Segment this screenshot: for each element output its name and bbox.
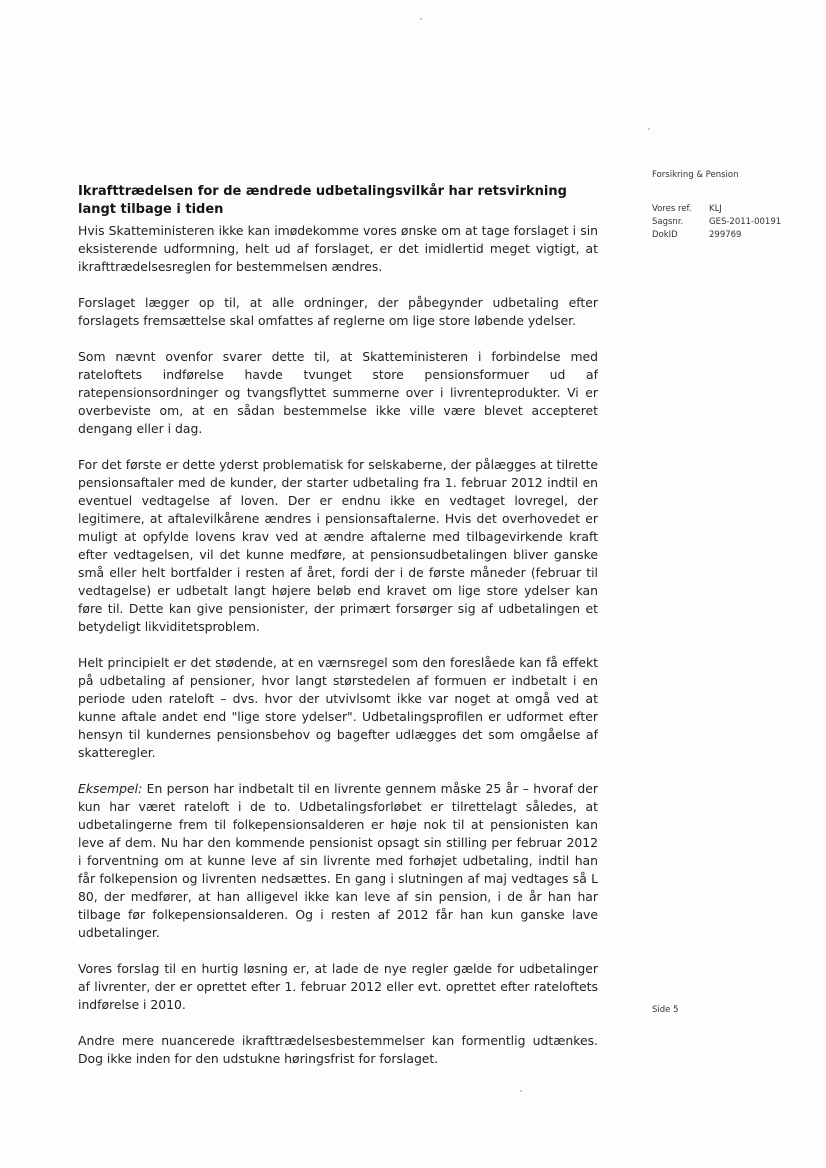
scan-speck [520, 1090, 522, 1092]
example-text: En person har indbetalt til en livrente gennem måske 25 år – hvoraf der kun har været rateloft i de to. Udbetalingsforløbet er tilrettelagt således, at udbetalingerne frem til folkepensionsalderen er høje nok til at pensionisten kan leve af dem. Nu har den kommende pensionist opsagt sin stilling per februar 2012 i forventning om at kunne leve af sin livrente med forhøjet udbetaling, indtil han får folkepension og livrenten nedsættes. En gang i slutningen af maj vedtages så L 80, der medfører, at han alligevel ikke kan leve af sin pension, i de år han har tilbage før folkepensionsalderen. Og i resten af 2012 får han kun ganske lave udbetalinger. [78, 781, 598, 940]
paragraph-example [78, 780, 598, 942]
meta-label: Sagsnr. [652, 217, 684, 227]
paragraph-8: Andre mere nuancerede ikrafttrædelsesbestemmelser kan formentlig udtænkes. Dog ikke inden for den udstukne høringsfrist for forslaget. [78, 1033, 598, 1066]
meta-value: GES-2011-00191 [709, 217, 782, 227]
page-number: Side 5 [652, 1005, 679, 1015]
letter-body [78, 183, 598, 1068]
meta-label: DokID [652, 230, 678, 240]
meta-row-ref [652, 203, 812, 216]
paragraph-3: Som nævnt ovenfor svarer dette til, at Skatteministeren i forbindelse med rateloftets indførelse havde tvunget store pensionsformuer ud af ratepensionsordninger og tvangsflyttet summerne over i livrenteprodukter. Vi er overbeviste om, at en sådan bestemmelse ikke ville være blevet accepteret dengang eller i dag. [78, 349, 598, 436]
scan-speck [648, 128, 650, 130]
paragraph-7: Vores forslag til en hurtig løsning er, at lade de nye regler gælde for udbetalinger af livrenter, der er oprettet efter 1. februar 2012 eller evt. oprettet efter rateloftets indførelse i 2010. [78, 961, 598, 1012]
paragraph-5: Helt principielt er det stødende, at en værnsregel som den foreslåede kan få effekt på udbetaling af pensioner, hvor langt størstedelen af formuen er indbetalt i en periode uden rateloft – dvs. hvor der utvivlsomt ikke var noget at omgå ved at kunne aftale andet end "lige store ydelser". Udbetalingsprofilen er udformet efter hensyn til kundernes pensionsbehov og bagefter udlægges det som omgåelse af skatteregler. [78, 655, 598, 760]
meta-row-case [652, 216, 812, 229]
meta-value: KLJ [709, 204, 722, 214]
letterhead-sidebar [652, 169, 812, 242]
organization-name: Forsikring & Pension [652, 170, 739, 180]
example-label: Eksempel: [78, 781, 143, 796]
meta-value: 299769 [709, 230, 742, 240]
paragraph-2: Forslaget lægger op til, at alle ordninger, der påbegynder udbetaling efter forslagets fremsættelse skal omfattes af reglerne om lige store løbende ydelser. [78, 295, 598, 328]
meta-label: Vores ref. [652, 204, 692, 214]
paragraph-1: Hvis Skatteministeren ikke kan imødekomme vores ønske om at tage forslaget i sin eksisterende udformning, helt ud af forslaget, er det imidlertid meget vigtigt, at ikrafttrædelsesreglen for bestemmelsen ændres. [78, 223, 598, 274]
scan-speck [420, 18, 422, 20]
section-heading: Ikrafttrædelsen for de ændrede udbetalingsvilkår har retsvirkning langt tilbage i tiden [78, 184, 567, 217]
paragraph-4: For det første er dette yderst problematisk for selskaberne, der pålægges at tilrette pensionsaftaler med de kunder, der starter udbetaling fra 1. februar 2012 indtil en eventuel vedtagelse af loven. Der er endnu ikke en vedtaget lovregel, der legitimere, at aftalevilkårene ændres i pensionsaftalerne. Hvis det overhovedet er muligt at opfylde lovens krav ved at ændre aftalerne med tilbagevirkende kraft efter vedtagelsen, vil det kunne medføre, at pensionsudbetalingen bliver ganske små eller helt bortfalder i resten af året, fordi der i de første måneder (februar til vedtagelse) er udbetalt langt højere beløb end kravet om lige store ydelser kan føre til. Dette kan give pensionister, der primært forsørger sig af udbetalingen et betydeligt likviditetsproblem. [78, 457, 598, 634]
meta-row-docid [652, 229, 812, 242]
